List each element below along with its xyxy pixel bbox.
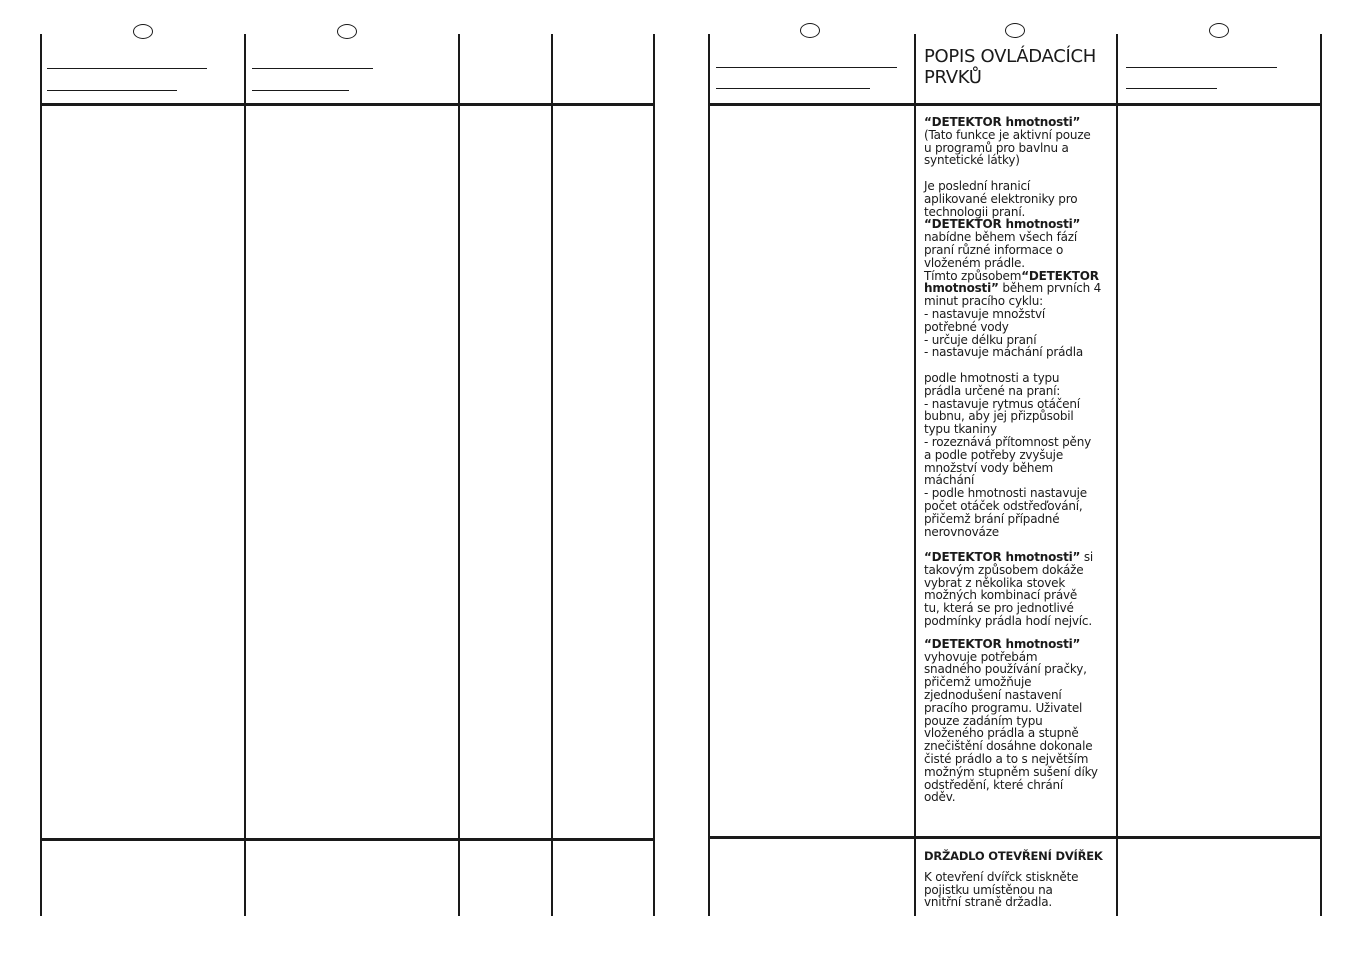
feature-name: “DETEKTOR hmotnosti” — [924, 217, 1081, 232]
weight-detector-section — [924, 116, 1112, 804]
door-handle-text — [924, 871, 1112, 909]
text-line: bubnu, aby jej přizpůsobil — [924, 409, 1074, 424]
text-line: syntetické látky) — [924, 153, 1020, 168]
language-flag-oval — [1005, 23, 1025, 38]
header-rule — [40, 103, 654, 106]
section-heading: DRŽADLO OTEVŘENÍ DVÍŘEK — [924, 849, 1103, 863]
column-divider — [1116, 34, 1118, 916]
text-line: podmínky prádla hodí nejvíc. — [924, 614, 1092, 629]
feature-name: “DETEKTOR hmotnosti” — [924, 550, 1081, 565]
text-line: nerovnováze — [924, 524, 999, 539]
text-line: vloženého prádla a stupně — [924, 726, 1079, 741]
header-rule — [708, 103, 1322, 106]
text-line: (Tato funkce je aktivní pouze — [924, 127, 1091, 142]
text-line: podle hmotnosti a typu — [924, 370, 1060, 385]
text-line: pojistku umístěnou na — [924, 882, 1053, 897]
blank-line — [1126, 67, 1277, 68]
text-line: odstředění, které chrání — [924, 777, 1064, 792]
list-item: - podle hmotnosti nastavuje — [924, 486, 1087, 501]
text-line: u programů pro bavlnu a — [924, 140, 1069, 155]
column-divider — [914, 34, 916, 916]
paragraph-combinations — [924, 551, 1112, 628]
text-line: možným stupněm sušení díky — [924, 764, 1098, 779]
paragraph-description — [924, 180, 1112, 359]
blank-line — [47, 68, 207, 69]
section-rule — [40, 838, 654, 841]
blank-line — [716, 88, 870, 89]
text-line: Je poslední hranicí — [924, 178, 1030, 193]
text-line: máchání — [924, 473, 975, 488]
language-flag-oval — [1209, 23, 1229, 38]
door-handle-section — [924, 850, 1112, 909]
section-rule — [710, 836, 1322, 839]
text-line: pracího programu. Uživatel — [924, 700, 1083, 715]
text-line: K otevření dvířck stiskněte — [924, 869, 1079, 884]
blank-line — [47, 90, 177, 91]
column-divider — [653, 34, 655, 916]
feature-name: “DETEKTOR — [1021, 268, 1099, 283]
text-line: pouze zadáním typu — [924, 713, 1043, 728]
column-divider — [1320, 34, 1322, 916]
list-item: - nastavuje množství — [924, 306, 1045, 321]
feature-name: “DETEKTOR hmotnosti” — [924, 115, 1081, 129]
list-item: - nastavuje máchání prádla — [924, 345, 1084, 360]
page-title: POPIS OVLÁDACÍCH PRVKŮ — [924, 46, 1096, 88]
blank-line — [716, 67, 897, 68]
text-line: praní různé informace o — [924, 242, 1064, 257]
text-line: množství vody během — [924, 460, 1053, 475]
text-line: oděv. — [924, 790, 956, 805]
list-item: - nastavuje rytmus otáčení — [924, 396, 1080, 411]
text-line: vloženém prádle. — [924, 255, 1025, 270]
text-line: během prvních 4 — [998, 281, 1102, 296]
text-line: vnitřní straně držadla. — [924, 895, 1052, 910]
text-line: Tímto způsobem — [924, 268, 1022, 283]
text-line: minut pracího cyklu: — [924, 294, 1043, 309]
blank-line — [252, 90, 349, 91]
text-line: tu, která se pro jednotlivé — [924, 601, 1074, 616]
text-line: typu tkaniny — [924, 422, 997, 437]
list-item: - rozeznává přítomnost pěny — [924, 434, 1092, 449]
text-line: snadného používání pračky, — [924, 662, 1087, 677]
text-line: znečištění dosáhne dokonale — [924, 739, 1093, 754]
language-flag-oval — [337, 24, 357, 39]
text-line: vyhovuje potřebám — [924, 649, 1038, 664]
column-divider — [244, 34, 246, 916]
list-item: - určuje délku praní — [924, 332, 1037, 347]
text-line: prádla určené na praní: — [924, 383, 1061, 398]
text-line: technologii praní. — [924, 204, 1026, 219]
blank-line — [252, 68, 373, 69]
column-divider — [708, 34, 710, 916]
text-line: přičemž umožňuje — [924, 675, 1032, 690]
text-line: možných kombinací právě — [924, 588, 1078, 603]
text-line: a podle potřeby zvyšuje — [924, 447, 1064, 462]
text-line: přičemž brání případné — [924, 511, 1060, 526]
column-divider — [551, 34, 553, 916]
language-flag-oval — [800, 23, 820, 38]
paragraph-usability — [924, 638, 1112, 804]
text-line: vybrat z několika stovek — [924, 575, 1066, 590]
paragraph-functions — [924, 372, 1112, 538]
text-line: počet otáček odstřeďování, — [924, 498, 1083, 513]
paragraph-intro — [924, 116, 1112, 167]
feature-name: “DETEKTOR hmotnosti” — [924, 636, 1081, 651]
feature-name: hmotnosti” — [924, 281, 999, 296]
column-divider — [40, 34, 42, 916]
language-flag-oval — [133, 24, 153, 39]
text-line: potřebné vody — [924, 319, 1009, 334]
blank-line — [1126, 88, 1217, 89]
text-line: takovým způsobem dokáže — [924, 562, 1084, 577]
column-divider — [458, 34, 460, 916]
text-line: aplikované elektroniky pro — [924, 191, 1078, 206]
text-line: si — [1080, 550, 1094, 565]
text-line: zjednodušení nastavení — [924, 688, 1062, 703]
text-line: čisté prádlo a to s největším — [924, 752, 1089, 767]
text-line: nabídne během všech fází — [924, 230, 1077, 245]
